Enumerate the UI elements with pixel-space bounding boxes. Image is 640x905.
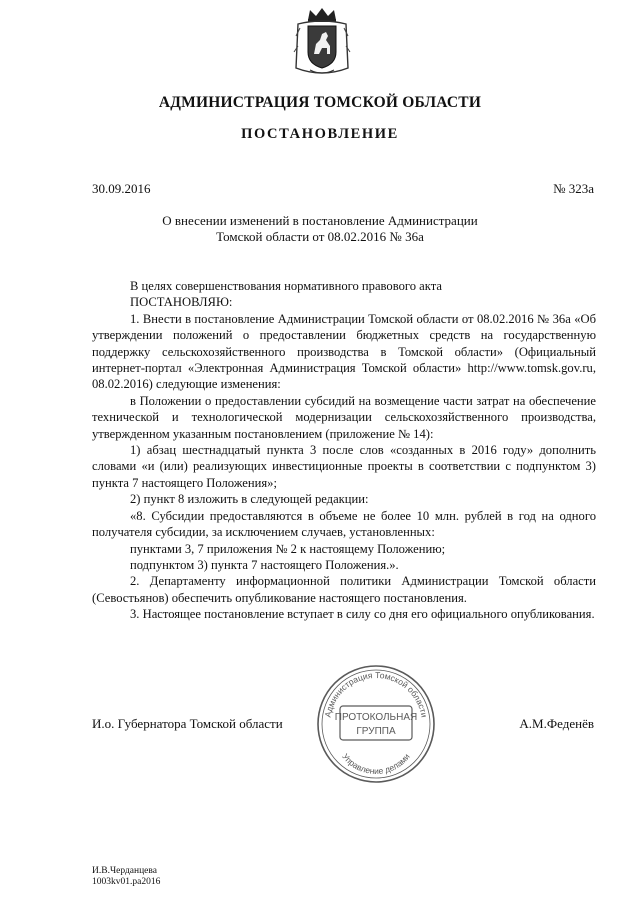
- executor-name: И.В.Черданцева: [92, 866, 157, 876]
- body-paragraph: В целях совершенствования нормативного правового акта: [130, 279, 442, 293]
- document-body: [92, 278, 596, 623]
- subject-line: О внесении изменений в постановление Администрации: [162, 213, 478, 228]
- document-date: 30.09.2016: [92, 181, 151, 196]
- svg-text:Управление делами: [340, 751, 412, 776]
- subject-line: Томской области от 08.02.2016 № 36а: [216, 229, 424, 244]
- official-stamp: [312, 660, 440, 788]
- signer-title: И.о. Губернатора Томской области: [92, 716, 283, 731]
- body-paragraph: ПОСТАНОВЛЯЮ:: [130, 295, 233, 310]
- tomsk-region-coat-of-arms-icon: [292, 6, 352, 80]
- body-paragraph: 1) абзац шестнадцатый пункта 3 после слов «созданных в 2016 году» дополнить словами «и (или) реализующих инвестиционные проекты в соответствии с подпунктом 3) пункта 7 настоящего Положения»;: [92, 443, 596, 490]
- body-paragraph: 3. Настоящее постановление вступает в силу со дня его официального опубликования.: [130, 607, 595, 622]
- stamp-outer-text-top: Администрация Томской области: [322, 669, 430, 719]
- document-subject: [0, 213, 640, 245]
- document-type: ПОСТАНОВЛЕНИЕ: [241, 126, 399, 142]
- executor-info: [92, 866, 160, 888]
- stamp-inner-line: ПРОТОКОЛЬНАЯ: [334, 712, 418, 723]
- body-paragraph: 2. Департаменту информационной политики Администрации Томской области (Севостьянов) обеспечить опубликование настоящего постановления.: [92, 574, 596, 605]
- body-paragraph: подпунктом 3) пункта 7 настоящего Положения.».: [130, 557, 399, 572]
- stamp-inner-line: ГРУППА: [356, 726, 396, 737]
- document-number: № 323а: [553, 181, 594, 196]
- body-paragraph: 1. Внести в постановление Администрации Томской области от 08.02.2016 № 36а «Об утверждении положений о предоставлении бюджетных средств на государственную поддержку сельскохозяйственного производства в Томской области» (Официальный интернет-портал «Электронная Администрация Томской области» http://www.tomsk.gov.ru, 08.02.2016) следующие изменения:: [92, 311, 596, 392]
- body-paragraph: 2) пункт 8 изложить в следующей редакции:: [130, 492, 369, 507]
- stamp-outer-text-bottom: Управление делами: [340, 751, 412, 777]
- executor-file-code: 1003kv01.pa2016: [92, 877, 161, 887]
- organization-title: АДМИНИСТРАЦИЯ ТОМСКОЙ ОБЛАСТИ: [158, 94, 482, 111]
- body-paragraph: «8. Субсидии предоставляются в объеме не более 10 млн. рублей в год на одного получателя субсидии, за исключением случаев, установленных:: [92, 508, 596, 540]
- signer-name: А.М.Феденёв: [519, 716, 594, 731]
- body-paragraph: пунктами 3, 7 приложения № 2 к настоящему Положению;: [130, 541, 446, 556]
- body-paragraph: в Положении о предоставлении субсидий на возмещение части затрат на обеспечение технической и технологической модернизации сельскохозяйственного производства, утвержденном указанным постановлением (приложение № 14):: [92, 393, 596, 441]
